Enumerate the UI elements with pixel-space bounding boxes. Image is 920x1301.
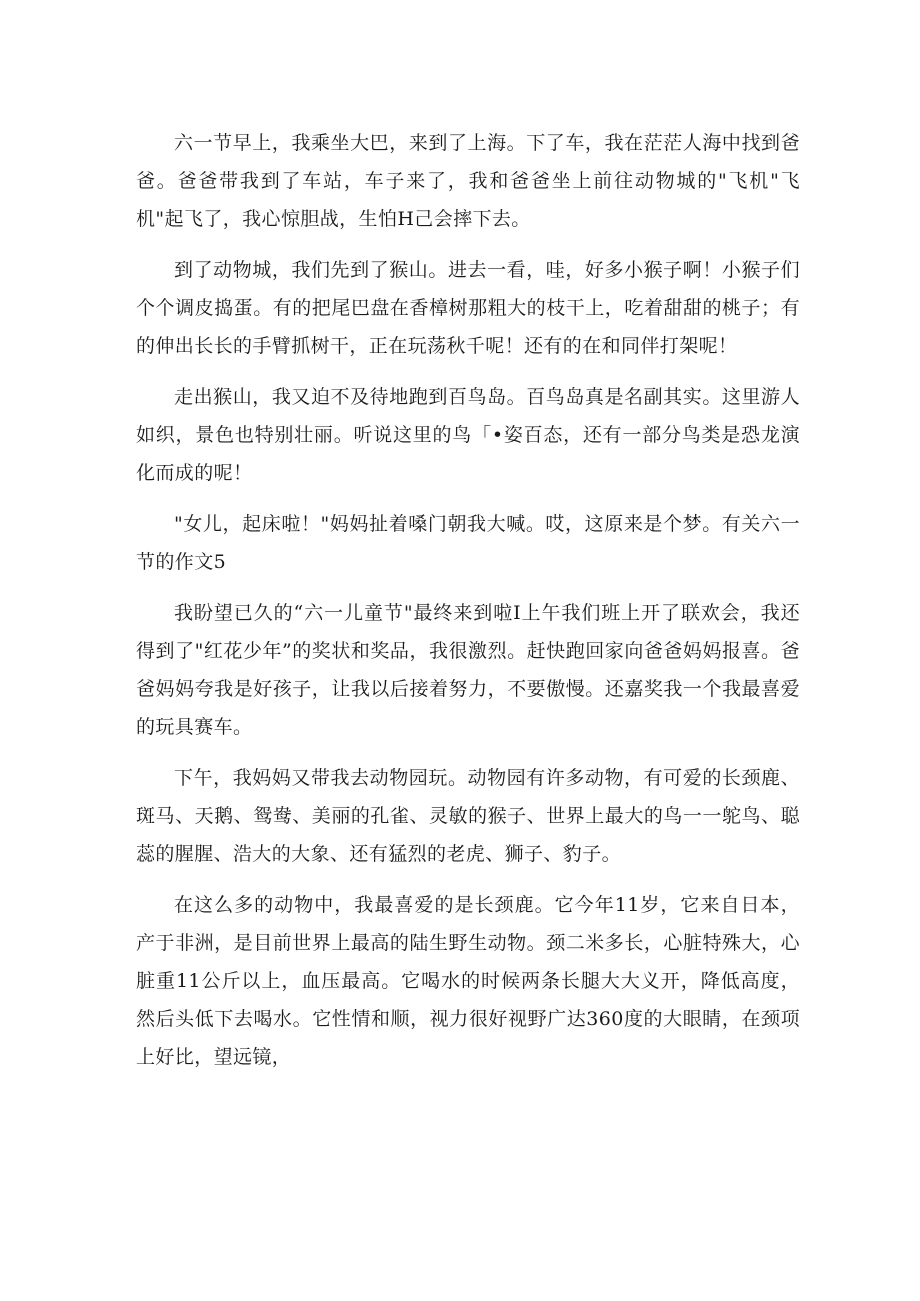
paragraph-zoo-visit: 下午，我妈妈又带我去动物园玩。动物园有许多动物，有可爱的长颈鹿、斑马、天鹅、鸳鸯、美丽的孔雀、灵敏的猴子、世界上最大的鸟一一鸵鸟、聪蕊的腥腥、浩大的大象、还有猛烈的老虎、狮子、豹子。 [136,767,800,865]
paragraph-giraffe: 在这么多的动物中，我最喜爱的是长颈鹿。它今年11岁，它来自日本，产于非洲，是目前世界上最高的陆生野生动物。颈二米多长，心脏特殊大，心脏重11公斤以上，血压最高。它喝水的时候两条长腿大大义开，降低高度，然后头低下去喝水。它性情和顺，视力很好视野广达360度的大眼睛，在颈项上好比，望远镜， [136,894,800,1068]
paragraph-trip-to-shanghai: 六一节早上，我乘坐大巴，来到了上海。下了车，我在茫茫人海中找到爸爸。爸爸带我到了车站，车子来了，我和爸爸坐上前往动物城的"飞机"飞机"起飞了，我心惊胆战，生怕H己会摔下去。 [136,132,800,230]
paragraph-childrens-day: 我盼望已久的“六一儿童节"最终来到啦I上午我们班上开了联欢会，我还得到了"红花少年”的奖状和奖品，我很激烈。赶快跑回家向爸爸妈妈报喜。爸爸妈妈夸我是好孩子，让我以后接着努力，不要傲慢。还嘉奖我一个我最喜爱的玩具赛车。 [136,602,800,738]
paragraph-monkey-hill: 到了动物城，我们先到了猴山。进去一看，哇，好多小猴子啊！小猴子们个个调皮捣蛋。有的把尾巴盘在香樟树那粗大的枝干上，吃着甜甜的桃子；有的伸出长长的手臂抓树干，正在玩荡秋千呢！还有的在和同伴打架呢！ [136,259,800,357]
essay-body [136,124,800,1089]
paragraph-bird-island: 走出猴山，我又迫不及待地跑到百鸟岛。百鸟岛真是名副其实。这里游人如织，景色也特别壮丽。听说这里的鸟「•姿百态，还有一部分鸟类是恐龙演化而成的呢！ [136,386,800,484]
paragraph-wake-up: "女儿，起床啦！"妈妈扯着嗓门朝我大喊。哎，这原来是个梦。有关六一节的作文5 [136,513,800,573]
